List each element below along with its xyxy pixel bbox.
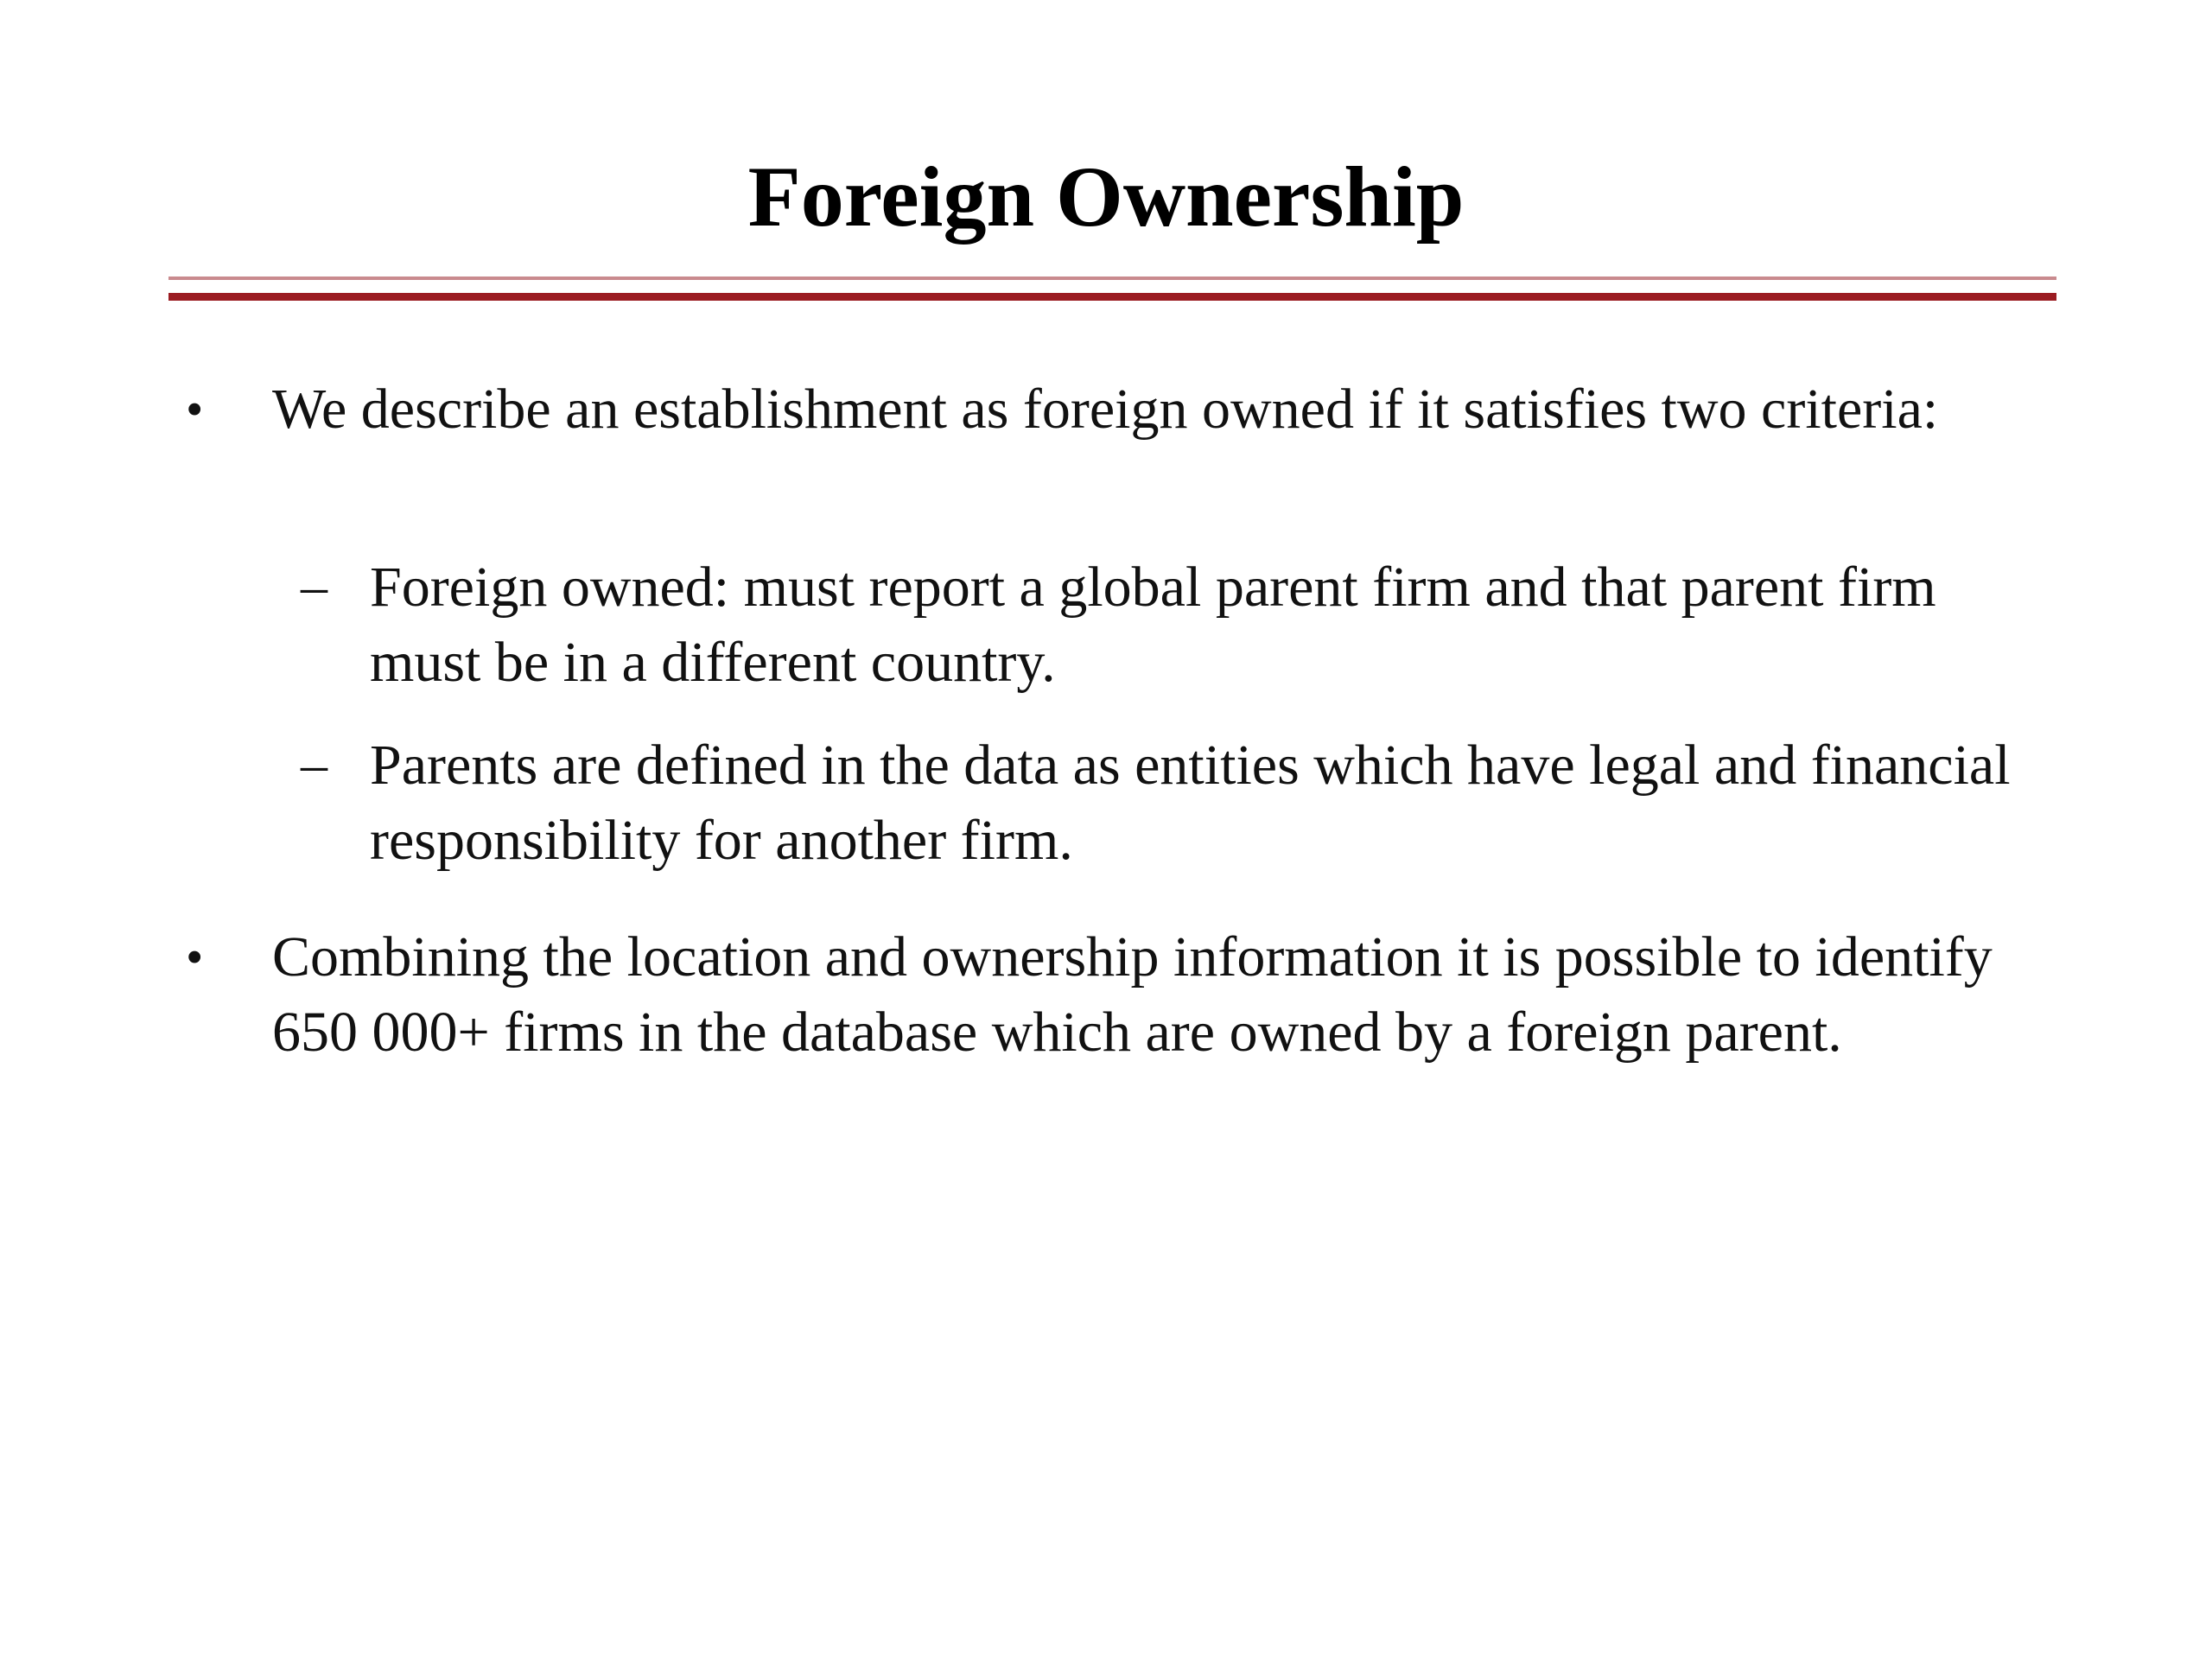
bullet-text: Combining the location and ownership information it is possible to identify 650 000+ firms in the database which are owned by a foreign parent. xyxy=(272,925,1993,1064)
sub-bullet-text: Parents are defined in the data as entities which have legal and financial responsibility for another firm. xyxy=(370,734,2011,872)
slide-title: Foreign Ownership xyxy=(747,149,1465,245)
sub-bullet-text: Foreign owned: must report a global parent firm and that parent firm must be in a different country. xyxy=(370,556,1936,694)
bullet-marker: • xyxy=(186,381,204,437)
bullet-text: We describe an establishment as foreign owned if it satisfies two criteria: xyxy=(272,378,1939,441)
bullet-marker: • xyxy=(186,929,204,985)
sub-bullet-marker: – xyxy=(301,735,327,794)
sub-bullet-marker: – xyxy=(301,557,327,616)
